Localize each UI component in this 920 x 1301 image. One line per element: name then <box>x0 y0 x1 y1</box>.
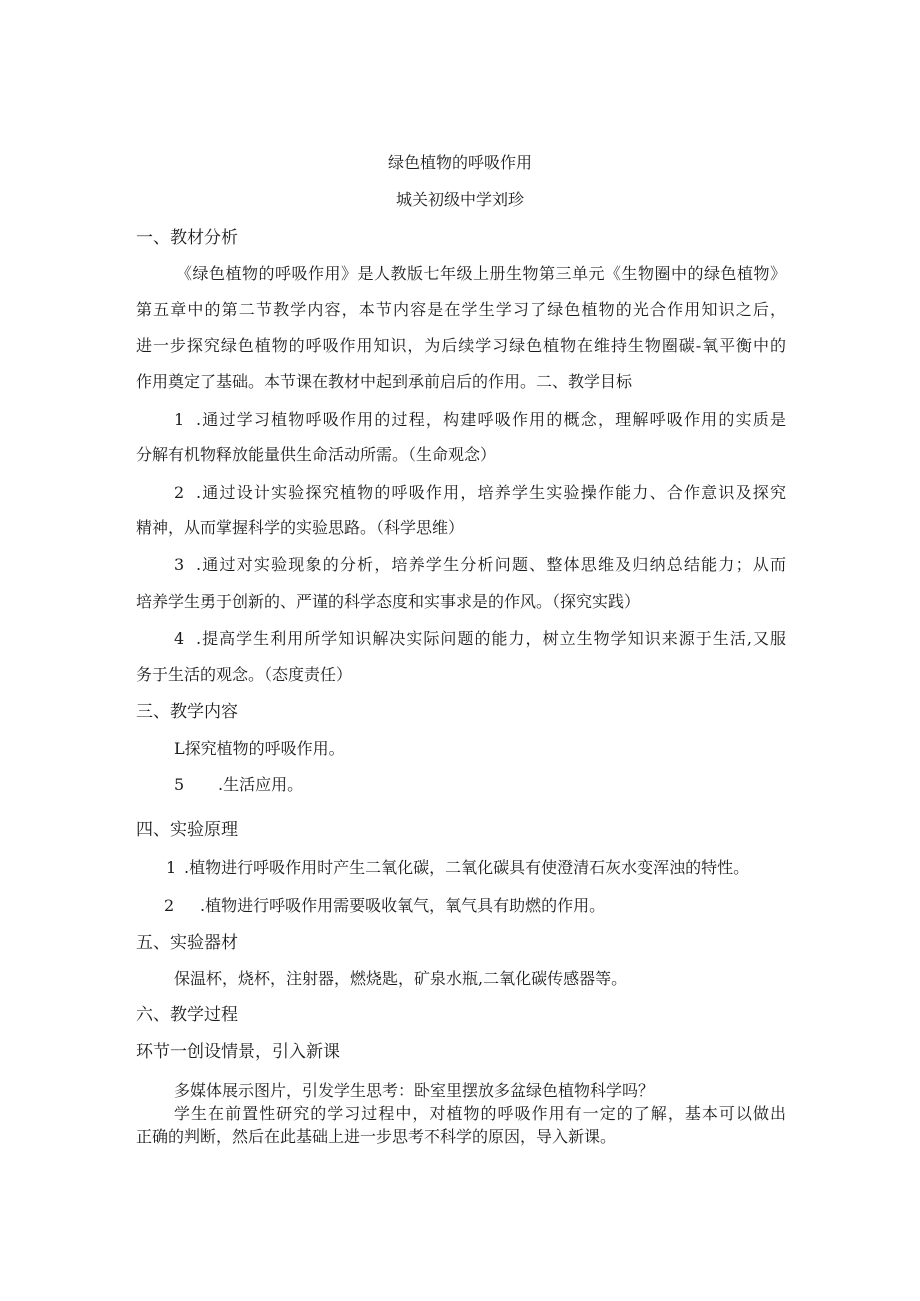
paragraph-line: 第五章中的第二节教学内容，本节内容是在学生学习了绿色植物的光合作用知识之后， <box>136 300 786 319</box>
section-heading-teaching-process: 六、教学过程 <box>136 1005 238 1025</box>
paragraph-line: 多媒体展示图片，引发学生思考：卧室里摆放多盆绿色植物科学吗？ <box>174 1081 655 1100</box>
equipment-list: 保温杯，烧杯，注射器，燃烧匙，矿泉水瓶,二氧化碳传感器等。 <box>174 969 628 988</box>
goal-3-line1: .通过对实验现象的分析，培养学生分析问题、整体思维及归纳总结能力；从而 <box>196 555 786 574</box>
principle-1-text: .植物进行呼吸作用时产生二氧化碳，二氧化碳具有使澄清石灰水变浑浊的特性。 <box>184 858 750 877</box>
goal-4-line2: 务于生活的观念。（态度责任） <box>136 665 353 684</box>
content-item-1: L探究植物的呼吸作用。 <box>174 739 345 758</box>
principle-1-number: 1 <box>166 858 177 877</box>
principle-2-text: .植物进行呼吸作用需要吸收氧气，氧气具有助燃的作用。 <box>200 896 606 915</box>
goal-2-line1: .通过设计实验探究植物的呼吸作用，培养学生实验操作能力、合作意识及探究 <box>196 483 786 502</box>
section-heading-teaching-content: 三、教学内容 <box>136 702 238 722</box>
section-heading-material-analysis: 一、教材分析 <box>136 228 238 248</box>
paragraph-line: 学生在前置性研究的学习过程中，对植物的呼吸作用有一定的了解，基本可以做出 <box>174 1104 786 1123</box>
goal-3-line2: 培养学生勇于创新的、严谨的科学态度和实事求是的作风。（探究实践） <box>136 592 641 611</box>
goal-3-number: 3 <box>174 555 185 574</box>
content-item-2-number: 5 <box>174 775 185 794</box>
paragraph-line: 进一步探究绿色植物的呼吸作用知识，为后续学习绿色植物在维持生物圈碳-氧平衡中的 <box>136 336 786 355</box>
content-item-2-text: .生活应用。 <box>218 775 304 794</box>
goal-4-number: 4 <box>174 629 185 648</box>
paragraph-line: 作用奠定了基础。本节课在教材中起到承前启后的作用。二、教学目标 <box>136 372 633 391</box>
goal-1-line1: .通过学习植物呼吸作用的过程，构建呼吸作用的概念，理解呼吸作用的实质是 <box>196 410 786 429</box>
section-heading-equipment: 五、实验器材 <box>136 933 238 953</box>
goal-2-number: 2 <box>174 483 185 502</box>
section-heading-experiment-principle: 四、实验原理 <box>136 820 238 840</box>
subsection-heading: 环节一创设情景，引入新课 <box>136 1042 340 1062</box>
paragraph-line: 正确的判断，然后在此基础上进一步思考不科学的原因，导入新课。 <box>136 1127 617 1146</box>
goal-1-line2: 分解有机物释放能量供生命活动所需。（生命观念） <box>136 445 497 464</box>
principle-2-number: 2 <box>164 896 175 915</box>
doc-title: 绿色植物的呼吸作用 <box>387 153 532 172</box>
goal-4-line1: .提高学生利用所学知识解决实际问题的能力，树立生物学知识来源于生活,又服 <box>196 629 786 648</box>
goal-1-number: 1 <box>174 410 185 429</box>
doc-author: 城关初级中学刘珍 <box>395 190 524 209</box>
paragraph-line: 《绿色植物的呼吸作用》是人教版七年级上册生物第三单元《生物圈中的绿色植物》 <box>176 264 786 283</box>
goal-2-line2: 精神，从而掌握科学的实验思路。（科学思维） <box>136 518 465 537</box>
